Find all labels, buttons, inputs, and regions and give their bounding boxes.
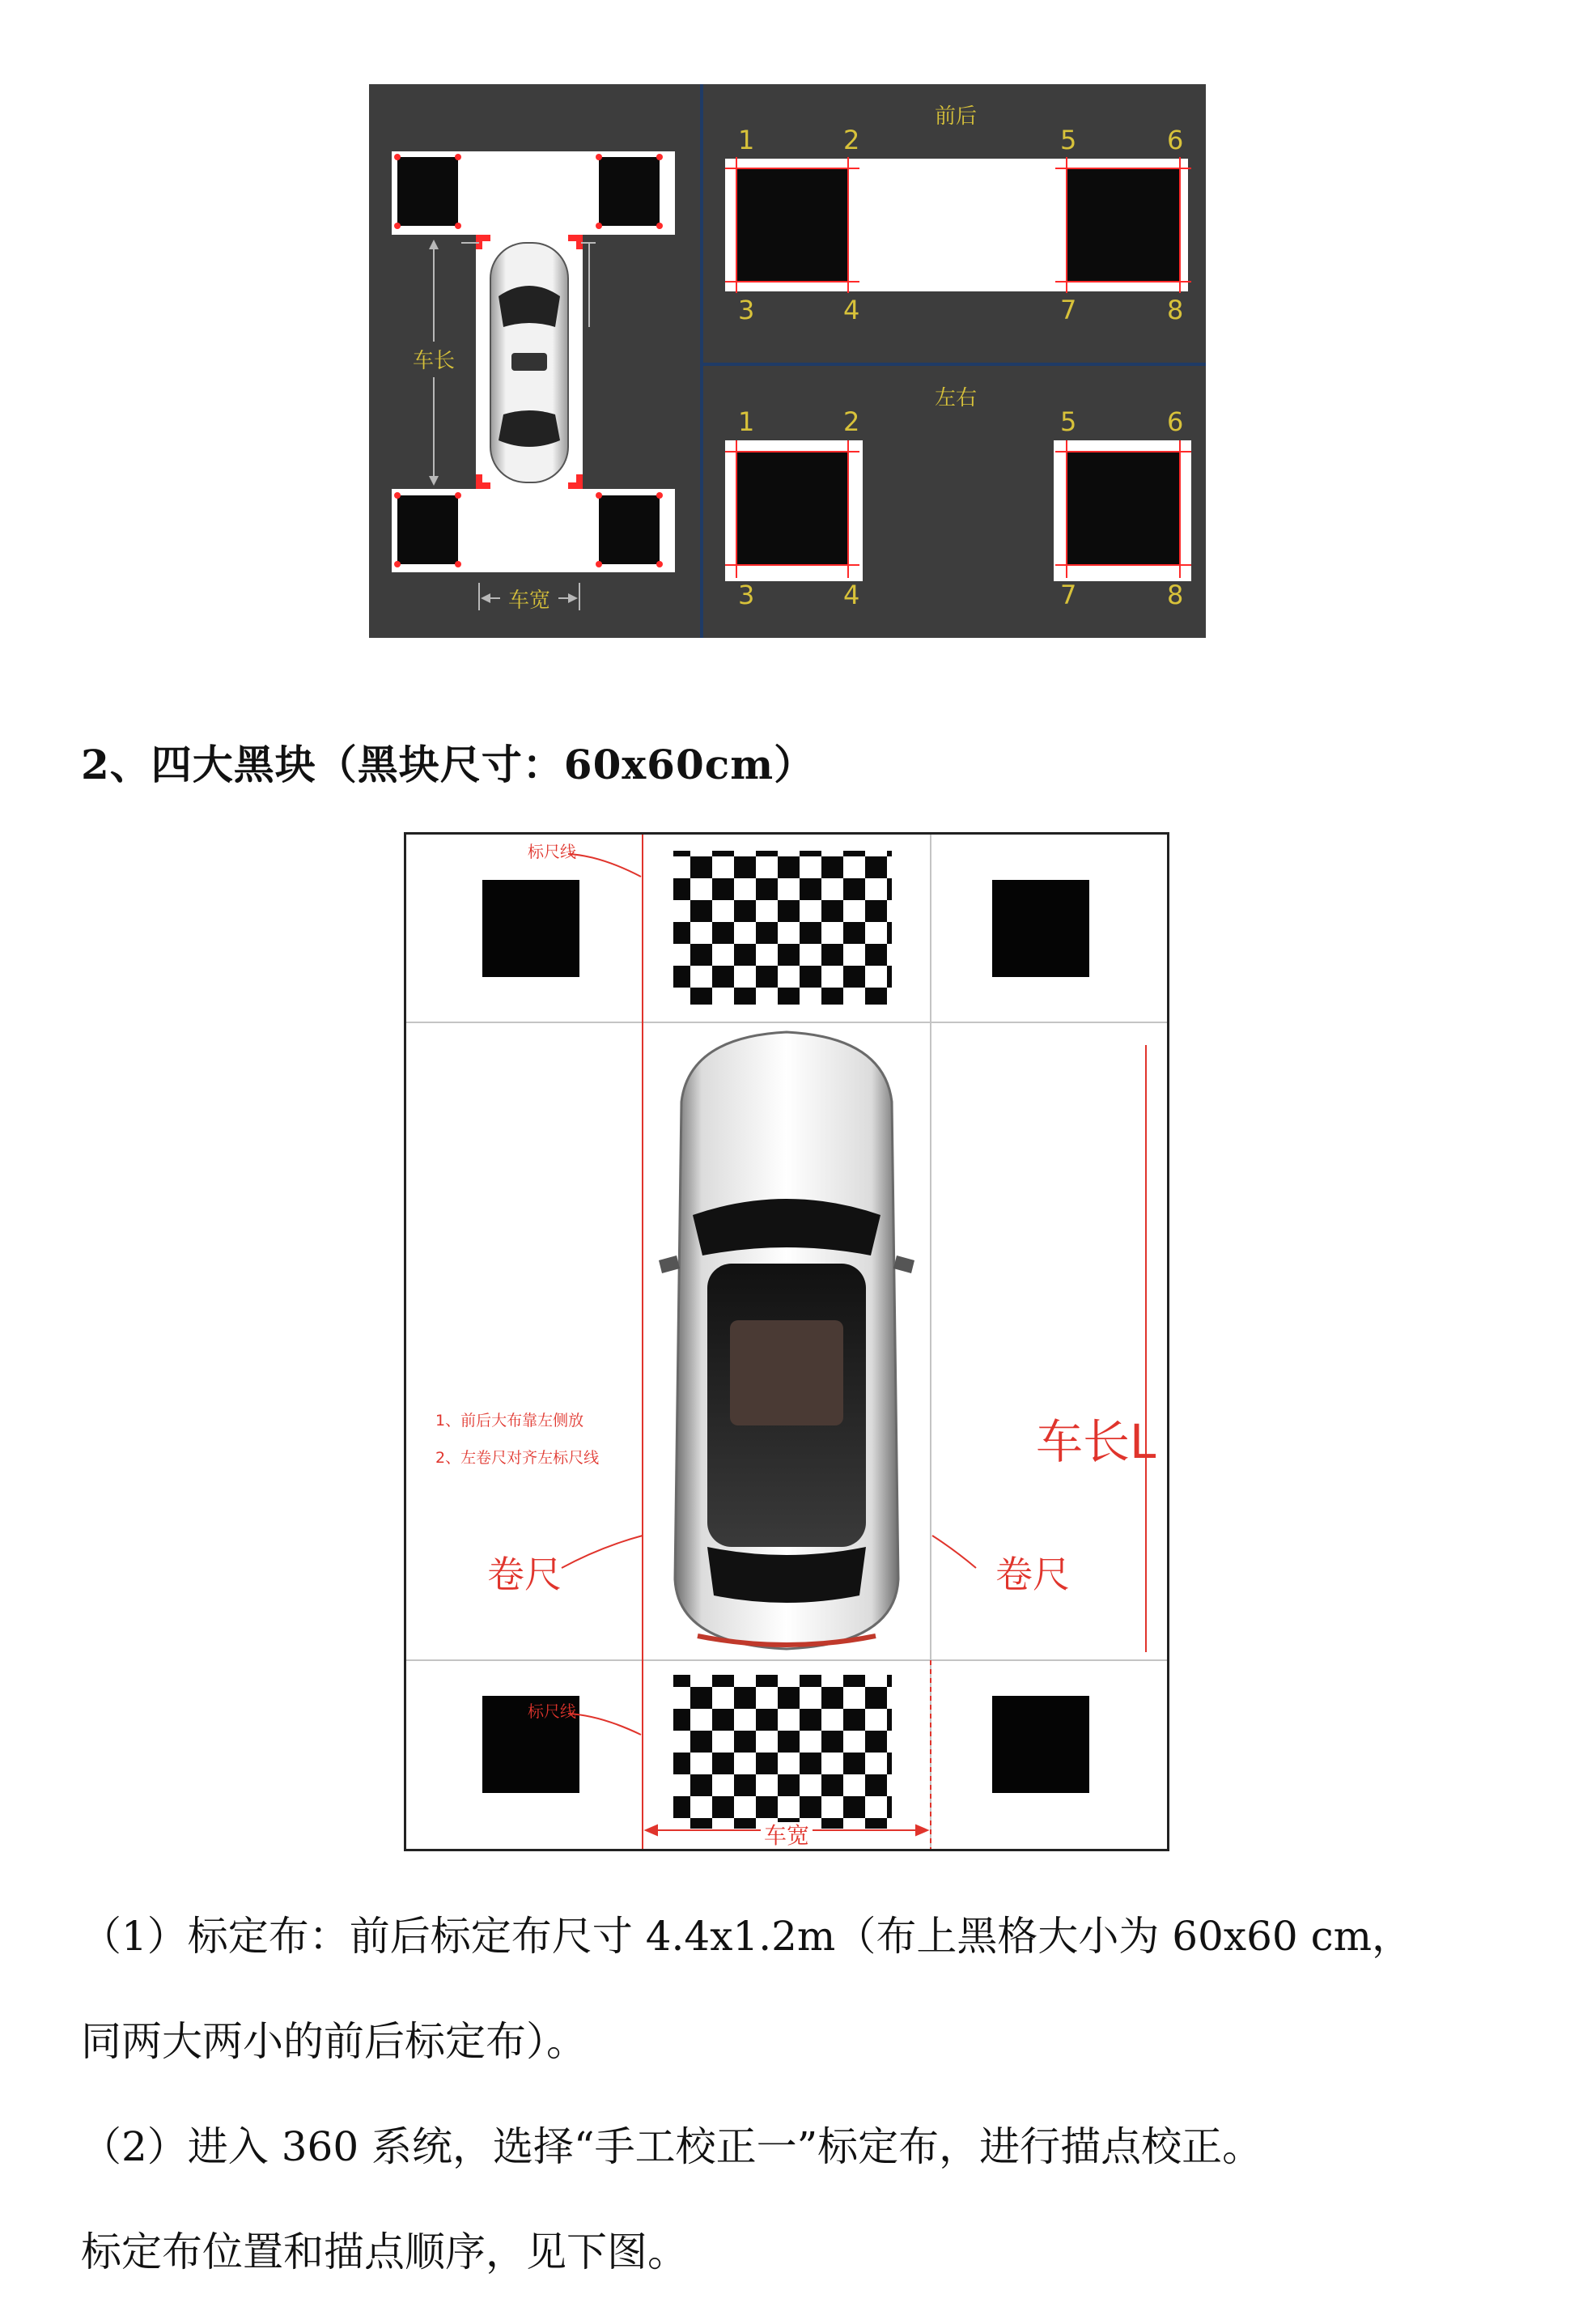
calibration-layout-svg bbox=[369, 84, 1206, 638]
placement-note-2: 2、左卷尺对齐左标尺线 bbox=[435, 1449, 600, 1467]
rear-calibration-mat bbox=[392, 489, 675, 572]
black-block-bottom-right bbox=[992, 1696, 1089, 1793]
car-top-view bbox=[659, 1032, 914, 1649]
placement-note-1: 1、前后大布靠左侧放 bbox=[435, 1412, 584, 1430]
corner-number-4: 4 bbox=[843, 295, 860, 325]
paragraph-enter-360-system: （2）进入 360 系统，选择“手工校正一”标定布，进行描点校正。 bbox=[81, 2123, 1263, 2170]
marker-line-label-top: 标尺线 bbox=[528, 842, 576, 861]
corner-number-8: 8 bbox=[1167, 580, 1184, 610]
corner-number-2: 2 bbox=[843, 125, 860, 155]
checkerboard-bottom bbox=[673, 1675, 892, 1829]
corner-number-6: 6 bbox=[1167, 406, 1184, 437]
corner-number-2: 2 bbox=[843, 406, 860, 437]
corner-number-6: 6 bbox=[1167, 125, 1184, 155]
paragraph-calibration-cloth: （1）标定布：前后标定布尺寸 4.4x1.2m（布上黑格大小为 60x60 cm， bbox=[81, 1913, 1412, 1960]
four-black-blocks-diagram bbox=[404, 832, 1169, 1851]
tape-measure-label-right: 卷尺 bbox=[995, 1553, 1070, 1596]
left-right-label: 左右 bbox=[934, 386, 978, 410]
black-block-top-right bbox=[992, 880, 1089, 977]
corner-number-1: 1 bbox=[738, 125, 755, 155]
front-rear-mat bbox=[725, 157, 1191, 293]
paragraph-see-figure: 标定布位置和描点顺序，见下图。 bbox=[81, 2228, 688, 2275]
tape-measure-label-left: 卷尺 bbox=[487, 1553, 562, 1596]
checkerboard-top bbox=[673, 851, 892, 1005]
car-top-view bbox=[476, 235, 583, 489]
paragraph-calibration-cloth-cont: 同两大两小的前后标定布）。 bbox=[81, 2018, 587, 2065]
front-rear-label: 前后 bbox=[934, 104, 978, 129]
calibration-layout-diagram bbox=[369, 84, 1206, 638]
corner-number-5: 5 bbox=[1060, 125, 1077, 155]
car-width-label: 车宽 bbox=[507, 588, 551, 613]
corner-number-8: 8 bbox=[1167, 295, 1184, 325]
car-width-label: 车宽 bbox=[763, 1822, 810, 1849]
car-length-label: 车长L bbox=[1036, 1414, 1156, 1469]
left-right-mats bbox=[725, 440, 1191, 581]
section-heading: 2、四大黑块（黑块尺寸：60x60cm） bbox=[81, 741, 816, 788]
black-blocks-svg bbox=[406, 835, 1167, 1849]
corner-number-3: 3 bbox=[738, 295, 755, 325]
corner-number-7: 7 bbox=[1060, 580, 1077, 610]
front-calibration-mat bbox=[392, 151, 675, 235]
car-length-label: 车长 bbox=[412, 349, 456, 373]
corner-number-4: 4 bbox=[843, 580, 860, 610]
corner-number-1: 1 bbox=[738, 406, 755, 437]
marker-line-label-bottom: 标尺线 bbox=[528, 1702, 576, 1721]
black-block-top-left bbox=[482, 880, 579, 977]
corner-number-7: 7 bbox=[1060, 295, 1077, 325]
corner-number-3: 3 bbox=[738, 580, 755, 610]
corner-number-5: 5 bbox=[1060, 406, 1077, 437]
